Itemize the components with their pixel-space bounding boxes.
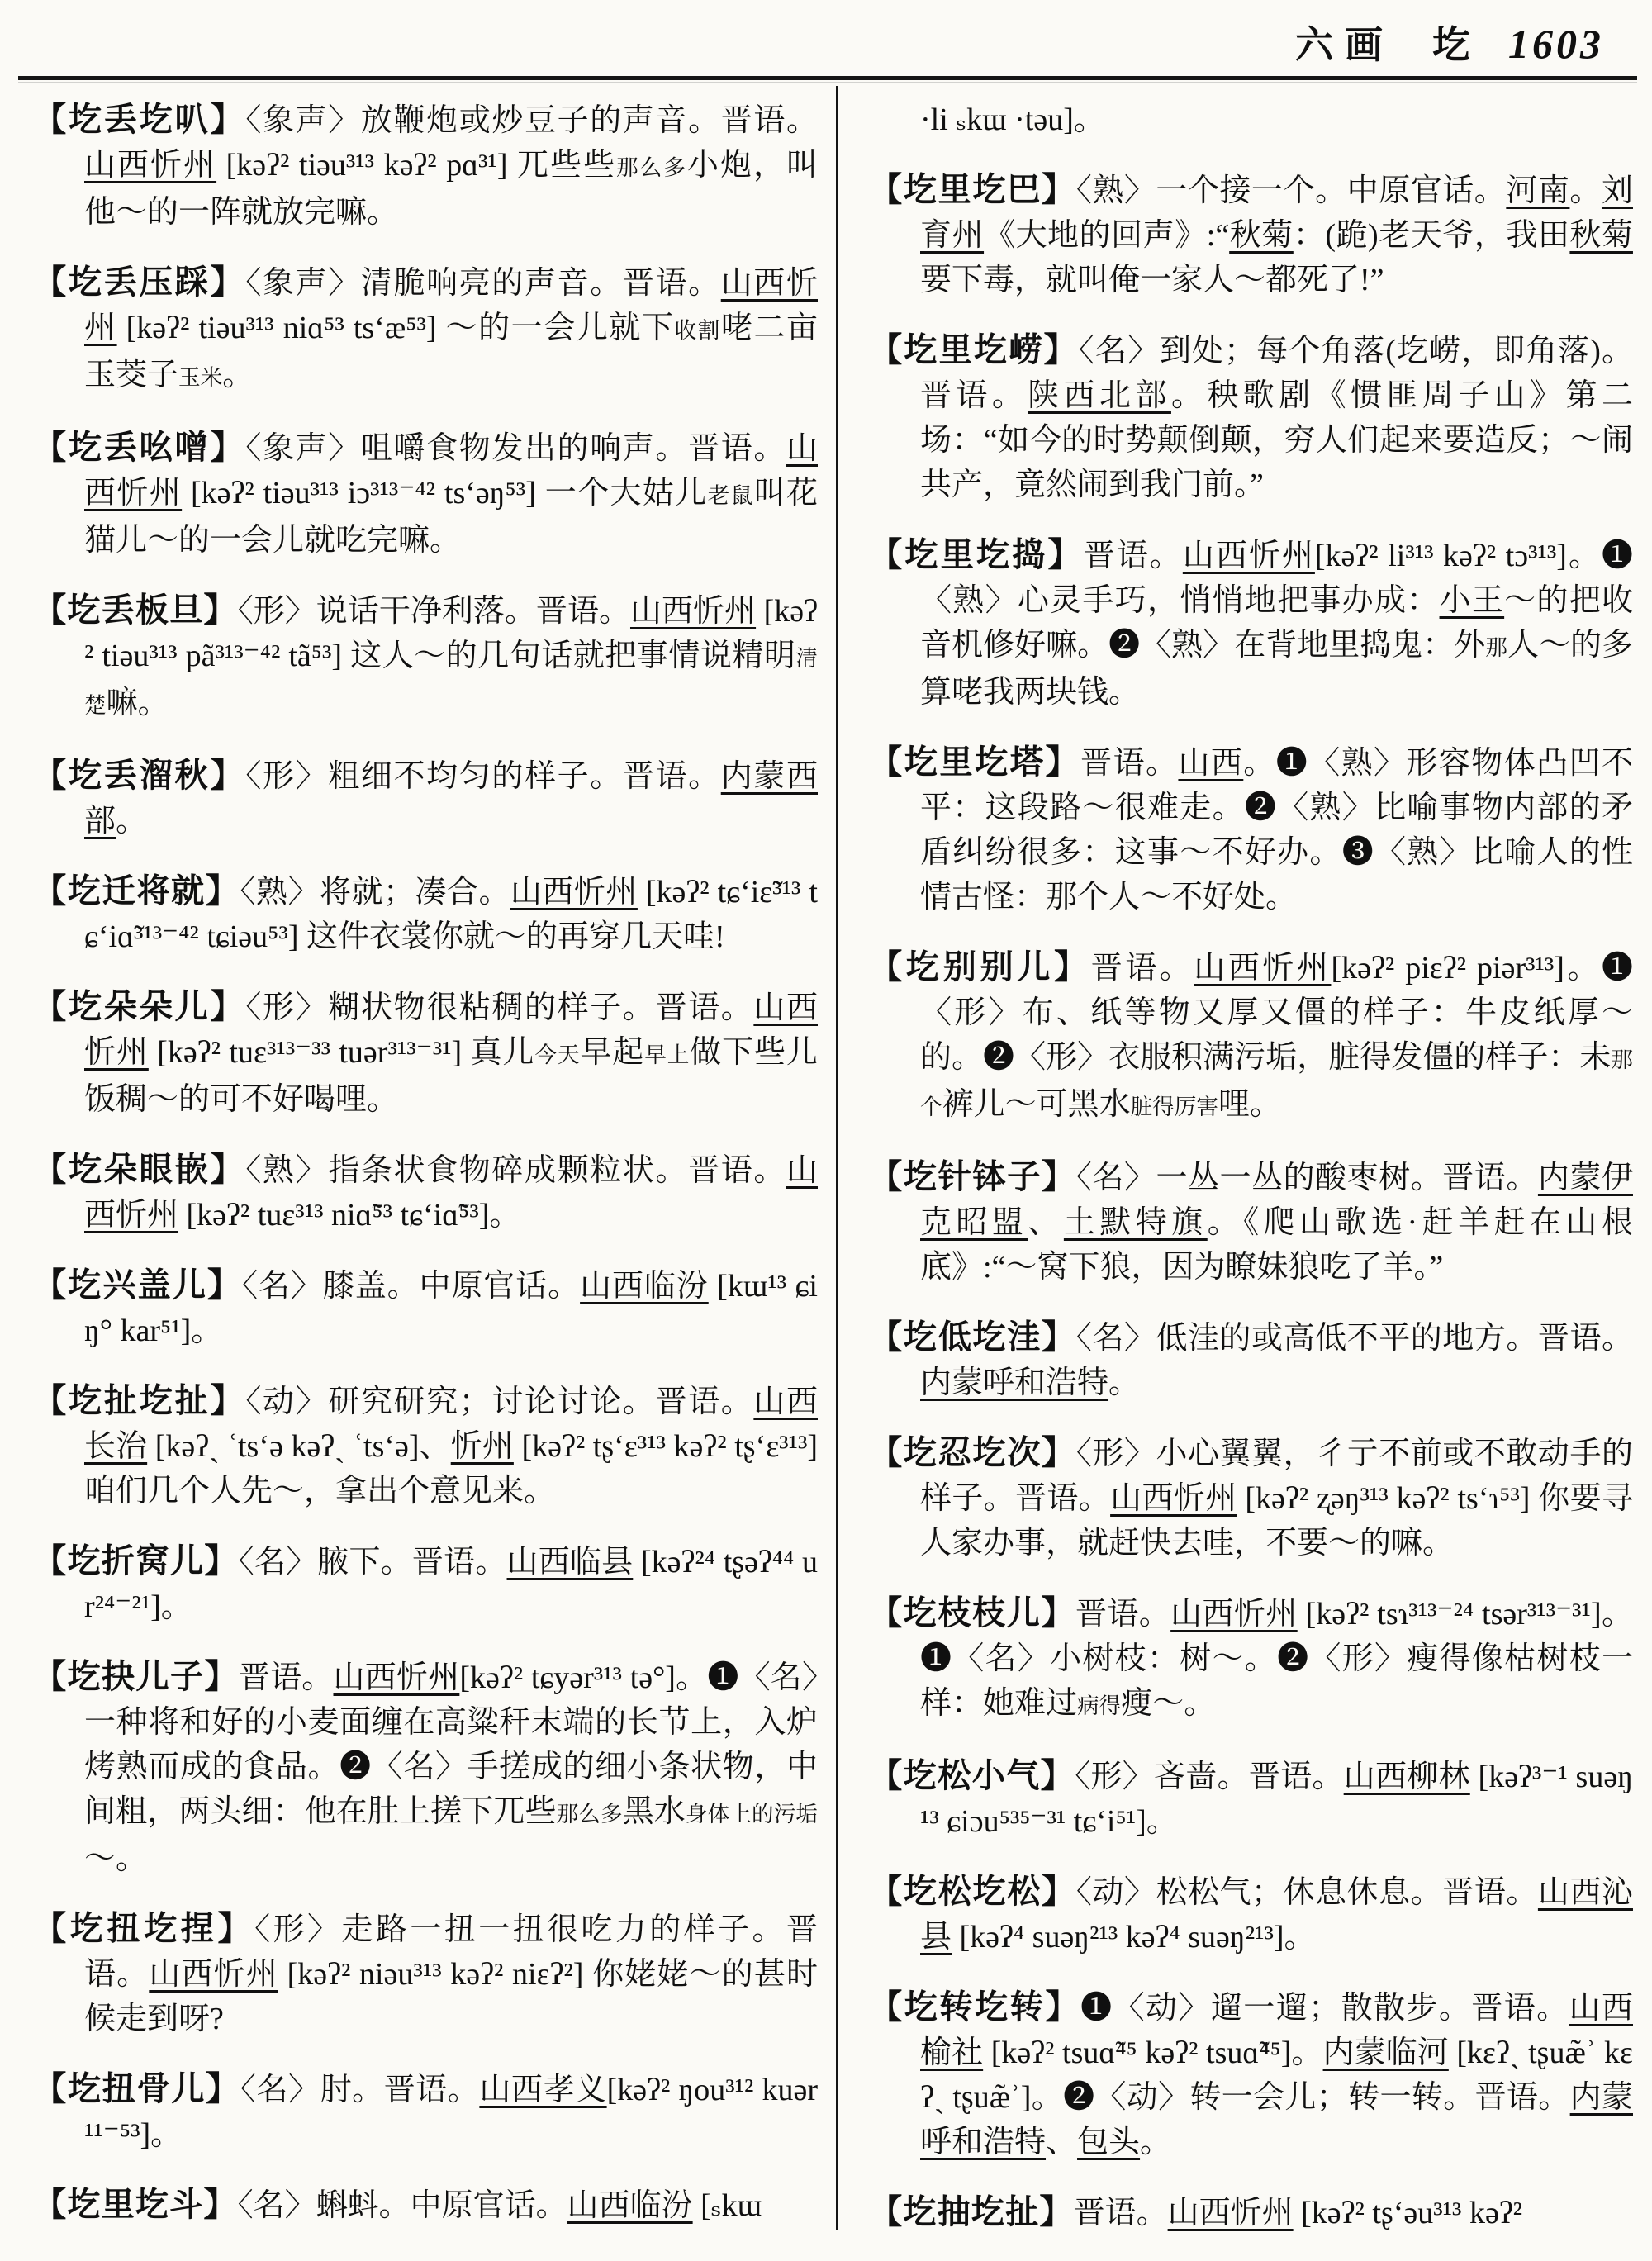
definition-text: 。 [1108, 1366, 1141, 1400]
definition-text: ·li ₛkɯ ·təu]。 [920, 102, 1105, 137]
dict-entry [33, 588, 818, 728]
definition-text: 咾二亩玉茭子 [84, 311, 818, 392]
definition-text: [kəʔ² li³¹³ kəʔ² tɔ³¹³]。❶〈熟〉心灵手巧，悄悄地把事办成： [920, 539, 1633, 618]
place-name: 山西忻州 [1110, 1481, 1237, 1516]
headword: 【圪丢溜秋】 [33, 757, 246, 794]
headword: 【圪朵眼嵌】 [33, 1151, 246, 1188]
definition-text: 小炮，叫他～的一阵就放完嘛。 [84, 148, 818, 230]
dict-entry [869, 1591, 1633, 1728]
header-rule [18, 76, 1637, 80]
headword: 【圪抽圪扯】 [869, 2193, 1074, 2230]
headword: 【圪扭骨儿】 [33, 2070, 240, 2107]
definition-text: [kəʔ² ŋou³¹² kuər¹¹⁻⁵³]。 [84, 2073, 818, 2152]
definition-text: 〈形〉走路一扭一扭很吃力的样子。晋语。 [84, 1912, 818, 1992]
dict-entry [869, 740, 1633, 919]
gloss-small: 早上 [644, 1043, 691, 1067]
definition-text: 瘦～。 [1121, 1686, 1216, 1721]
dict-entry [869, 1155, 1633, 1290]
definition-text: 〈形〉说话干净利落。晋语。 [237, 594, 630, 629]
dict-entry [33, 97, 818, 235]
definition-text: [kəʔ² tuɛ³¹³ niɑ̃⁵³ tɕʻiɑ̃⁵³]。 [178, 1198, 521, 1233]
headword: 【圪转圪转】 [869, 1988, 1081, 2026]
definition-text: [kəʔ² tuɛ³¹³⁻³³ tuər³¹³⁻³¹] 真儿 [148, 1035, 535, 1070]
place-name: 山西忻州 [84, 266, 818, 345]
place-name: 内蒙伊克昭盟 [920, 1161, 1633, 1240]
definition-text: [kəʔ² ʐəŋ³¹³ kəʔ² tsʻɿ⁵³] 你要寻人家办事，就赶快去哇，不要～的嘛。 [920, 1481, 1633, 1560]
dict-entry [33, 1907, 818, 2041]
dict-entry [869, 945, 1633, 1129]
definition-text: 嘛。 [106, 686, 169, 720]
place-name: 山西忻州 [1194, 951, 1332, 986]
place-name: 山西临汾 [580, 1269, 709, 1304]
definition-text: 〈象声〉放鞭炮或炒豆子的声音。晋语。 [245, 103, 818, 138]
definition-text: 〈熟〉一个接一个。中原官话。 [1075, 173, 1507, 208]
definition-text: 。秧歌剧《惯匪周子山》第二场：“如今的时势颠倒颠，穷人们起来要造反；～闹共产，竟然闹到我门前。” [920, 378, 1633, 502]
place-name: 山西忻州 [510, 875, 638, 910]
definition-text: 、 [1028, 1205, 1064, 1240]
page-header [0, 15, 1604, 73]
headword: 【圪里圪崂】 [869, 331, 1079, 368]
place-name: 山西孝义 [479, 2073, 607, 2107]
definition-text: 晋语。 [1075, 1597, 1171, 1632]
headword: 【圪迁将就】 [33, 872, 240, 910]
definition-text: ～。 [84, 1841, 148, 1876]
headword: 【圪松圪松】 [869, 1873, 1076, 1910]
place-name: 内蒙西部 [84, 759, 818, 838]
definition-text: 《大地的回声》:“ [984, 218, 1230, 253]
dict-entry [33, 2067, 818, 2157]
definition-text: [kəʔ² tʂʻɛ³¹³ kəʔ² tʂʻɛ³¹³] 咱们几个人先～，拿出个意见来。 [84, 1429, 818, 1508]
definition-text: 〈象声〉咀嚼食物发出的响声。晋语。 [245, 431, 786, 466]
definition-text: [kəʔˏ ʿtsʻə kəʔˏ ʿtsʻə]、 [147, 1429, 451, 1464]
headword: 【圪忍圪次】 [869, 1434, 1076, 1471]
dict-entry [33, 260, 818, 400]
definition-text: 〈形〉粗细不均匀的样子。晋语。 [245, 759, 721, 794]
gloss-small: 收割 [674, 318, 721, 343]
definition-text: [kəʔ³⁻¹ suəŋ¹³ ɕiɔu⁵³⁵⁻³¹ tɕʻi⁵¹]。 [920, 1760, 1633, 1839]
definition-text: 。《爬山歌选·赶羊赶在山根底》:“～窝下狼，因为瞭妹狼吃了羊。” [920, 1205, 1633, 1285]
dict-entry [869, 328, 1633, 507]
dict-entry [869, 1869, 1633, 1959]
place-name: 忻州 [450, 1429, 514, 1464]
gloss-small: 玉米 [178, 365, 223, 390]
definition-text: 。 [116, 804, 148, 838]
definition-text: [kəʔ² tiəu³¹³ iɔ³¹³⁻⁴² tsʻəŋ⁵³] 一个大姑儿 [182, 476, 708, 511]
definition-text: 〈名〉一丛一丛的酸枣树。晋语。 [1075, 1161, 1538, 1195]
gloss-small: 那么多 [556, 1802, 623, 1826]
definition-text: 〈动〉研究研究；讨论讨论。晋语。 [245, 1385, 754, 1419]
definition-text: [kəʔ² tsuɑ̃⁴⁵ kəʔ² tsuɑ̃⁴⁵]。 [983, 2035, 1323, 2070]
definition-text: [kəʔ² tiəu³¹³ pã³¹³⁻⁴² tã⁵³] 这人～的几句话就把事情说精明 [84, 594, 818, 673]
definition-text: 。 [222, 358, 254, 392]
definition-text: 〈名〉膝盖。中原官话。 [242, 1269, 581, 1304]
gloss-small: 病得 [1077, 1693, 1122, 1718]
place-name: 山西忻州 [1167, 2196, 1294, 2230]
headword: 【圪松小气】 [869, 1757, 1075, 1794]
definition-text: 黑水 [622, 1794, 686, 1829]
headword: 【圪里圪捣】 [869, 536, 1084, 573]
place-name: 山西忻州 [84, 148, 217, 183]
definition-text: 要下毒，就叫俺一家人～都死了!” [920, 263, 1384, 297]
place-name: 山西忻州 [333, 1660, 460, 1695]
dict-entry [33, 1655, 818, 1881]
place-name: 山西长治 [84, 1385, 818, 1464]
definition-text: 叫花猫儿～的一会儿就吃完嘛。 [84, 476, 818, 558]
definition-text: 。 [1569, 173, 1602, 208]
dict-entry [869, 1985, 1633, 2164]
dict-entry [33, 425, 818, 563]
place-name: 秋菊 [1569, 218, 1633, 253]
section-label: 六画 [1295, 24, 1394, 66]
headword: 【圪针钵子】 [869, 1158, 1076, 1195]
dict-entry [33, 1379, 818, 1513]
place-name: 山西临汾 [567, 2188, 693, 2223]
gloss-small: 脏得厉害 [1130, 1095, 1218, 1119]
headword: 【圪丢圪叭】 [33, 101, 246, 138]
definition-text: 裤儿～可黑水 [942, 1087, 1131, 1122]
headword: 【圪低圪洼】 [869, 1318, 1076, 1356]
definition-text: 、 [1046, 2125, 1078, 2159]
definition-text: [kəʔ² tʂʻəu³¹³ kəʔ² [1293, 2196, 1523, 2230]
entry-continuation [869, 97, 1633, 142]
place-name: 山西忻州 [149, 1957, 278, 1992]
place-name: 河南 [1506, 173, 1570, 208]
gloss-small: 清楚 [84, 646, 818, 718]
definition-text: 晋语。 [238, 1660, 334, 1695]
place-name: 刘育州 [920, 173, 1633, 253]
definition-text: 〈名〉蝌蚪。中原官话。 [237, 2188, 567, 2223]
definition-text: 晋语。 [1080, 746, 1179, 781]
dict-entry [869, 2190, 1633, 2235]
dict-entry [33, 1539, 818, 1629]
headword: 【圪扯圪扯】 [33, 1382, 246, 1419]
definition-text: 〈名〉腋下。晋语。 [238, 1545, 507, 1579]
place-name: 山西柳林 [1343, 1760, 1470, 1794]
headword: 【圪抉儿子】 [33, 1658, 239, 1695]
gloss-small: 那个 [920, 1047, 1633, 1119]
gloss-small: 老鼠 [707, 483, 754, 508]
dict-entry [33, 869, 818, 959]
definition-text: 〈形〉吝啬。晋语。 [1075, 1760, 1344, 1794]
definition-text: [ₛkɯ [692, 2188, 762, 2223]
definition-text: 〈象声〉清脆响亮的声音。晋语。 [245, 266, 721, 301]
place-name: 内蒙呼和浩特 [920, 1366, 1109, 1400]
definition-text: 〈熟〉将就；凑合。 [240, 875, 510, 910]
headword: 【圪里圪巴】 [869, 171, 1076, 208]
definition-text: [kəʔ² tiəu³¹³ niɑ⁵³ tsʻæ⁵³] ～的一会儿就下 [116, 311, 675, 345]
gloss-small: 那么多 [616, 155, 687, 180]
place-name: 山西榆社 [920, 1991, 1633, 2070]
definition-text: 。 [1140, 2125, 1172, 2159]
gloss-small: 身体上的污垢 [685, 1802, 818, 1826]
place-name: 山西沁县 [920, 1875, 1633, 1955]
dict-entry [869, 168, 1633, 302]
definition-text: 做下些儿饭稠～的可不好喝哩。 [84, 1035, 818, 1117]
headword: 【圪折窝儿】 [33, 1542, 239, 1579]
gloss-small: 那 [1485, 635, 1507, 660]
definition-text: 早起 [580, 1035, 645, 1070]
definition-text: 〈形〉小心翼翼，彳亍不前或不敢动手的样子。晋语。 [920, 1437, 1633, 1516]
definition-text: ❶〈动〉遛一遛；散散步。晋语。 [1080, 1991, 1569, 2026]
dict-entry [33, 753, 818, 843]
place-name: 土默特旗 [1063, 1205, 1208, 1240]
place-name: 小王 [1439, 583, 1505, 618]
definition-text: [kəʔ⁴ suəŋ²¹³ kəʔ⁴ suəŋ²¹³]。 [952, 1920, 1316, 1955]
dict-entry [869, 533, 1633, 715]
right-column [869, 97, 1633, 2261]
dict-entry [869, 1315, 1633, 1405]
place-name: 秋菊 [1229, 218, 1294, 253]
definition-text: ～的把收音机修好嘛。❷〈熟〉在背地里捣鬼：外 [920, 583, 1633, 663]
definition-text: 人～的多算咾我两块钱。 [920, 628, 1633, 710]
dict-entry [33, 985, 818, 1122]
definition-text: [kəʔ² tɕyər³¹³ tə°]。❶〈名〉一种将和好的小麦面缠在高粱秆末端的长节上，入炉烤熟而成的食品。❷〈名〉手搓成的细小条状物，中间粗，两头细：他在肚上搓下兀些 [84, 1660, 818, 1829]
place-name: 包头 [1077, 2125, 1141, 2159]
definition-text: [kəʔ²⁴ tʂəʔ⁴⁴ ur²⁴⁻²¹]。 [84, 1545, 818, 1624]
definition-text: [kəʔ² tsɿ³¹³⁻²⁴ tsər³¹³⁻³¹]。❶〈名〉小树枝：树～。❷〈形〉瘦得像枯树枝一样：她难过 [920, 1597, 1633, 1721]
place-name: 山西临县 [506, 1545, 634, 1579]
place-name: 山西忻州 [1182, 539, 1315, 573]
place-name: 山西忻州 [629, 594, 757, 629]
headword: 【圪扭圪捏】 [33, 1910, 255, 1947]
headword: 【圪朵朵儿】 [33, 988, 246, 1025]
place-name: 内蒙临河 [1322, 2035, 1449, 2070]
place-name: 山西忻州 [84, 1153, 818, 1233]
headword: 【圪丢吆噌】 [33, 429, 246, 466]
definition-text: 晋语。 [1083, 539, 1183, 573]
definition-text: [kɯ¹³ ɕiŋ° kar⁵¹]。 [84, 1269, 818, 1348]
definition-text: 哩。 [1218, 1087, 1281, 1122]
headword: 【圪丢板旦】 [33, 591, 238, 629]
definition-text: ：(跪)老天爷，我田 [1293, 218, 1570, 253]
definition-text: 〈名〉到处；每个角落(圪崂，即角落)。晋语。 [920, 334, 1634, 413]
headword: 【圪枝枝儿】 [869, 1594, 1075, 1632]
radical-label: 圪 [1432, 24, 1470, 66]
dict-entry [33, 2183, 818, 2228]
headword: 【圪里圪塔】 [869, 743, 1081, 781]
definition-text: [kəʔ² tiəu³¹³ kəʔ² pɑ³¹] 兀些些 [216, 148, 617, 183]
place-name: 山西忻州 [1170, 1597, 1298, 1632]
definition-text: [kəʔ² tɕʻiɛ̃³¹³ tɕʻiɑ̃³¹³⁻⁴² tɕiəu⁵³] 这件衣裳你就～的再穿几天哇! [84, 875, 818, 954]
definition-text: 〈名〉低洼的或高低不平的地方。晋语。 [1075, 1321, 1633, 1356]
headword: 【圪里圪斗】 [33, 2186, 238, 2223]
page-number: 1603 [1508, 21, 1604, 67]
definition-text: 。❶〈熟〉形容物体凸凹不平：这段路～很难走。❷〈熟〉比喻事物内部的矛盾纠纷很多：这事～不好办。❸〈熟〉比喻人的性情古怪：那个人～不好处。 [920, 746, 1633, 914]
gloss-small: 今天 [534, 1043, 581, 1067]
column-divider [836, 86, 838, 2230]
place-name: 山西 [1178, 746, 1244, 781]
definition-text: 〈动〉松松气；休息休息。晋语。 [1075, 1875, 1538, 1910]
place-name: 陕西北部 [1028, 378, 1171, 413]
definition-text: [kəʔ² niəu³¹³ kəʔ² niɛʔ²] 你姥姥～的甚时候走到呀? [84, 1957, 818, 2036]
place-name: 山西忻州 [84, 431, 818, 511]
headword: 【圪别别儿】 [869, 948, 1091, 986]
place-name: 山西忻州 [84, 990, 818, 1070]
definition-text: 晋语。 [1090, 951, 1194, 986]
place-name: 内蒙呼和浩特 [920, 2080, 1633, 2159]
definition-text: 晋语。 [1073, 2196, 1168, 2230]
definition-text: 〈名〉肘。晋语。 [240, 2073, 480, 2107]
dict-entry [869, 1754, 1633, 1844]
definition-text: [kəʔ² piɛʔ² piər³¹³]。❶〈形〉布、纸等物又厚又僵的样子：牛皮纸厚～的。❷〈形〉衣服积满污垢，脏得发僵的样子：未 [920, 951, 1633, 1075]
headword: 【圪丢压踩】 [33, 264, 246, 301]
left-column [33, 97, 818, 2254]
dict-entry [33, 1263, 818, 1353]
dict-entry [869, 1431, 1633, 1565]
definition-text: 〈形〉糊状物很粘稠的样子。晋语。 [245, 990, 754, 1025]
dict-entry [33, 1147, 818, 1237]
definition-text: [kɛʔˏ tʂuæ̃ʾ kɛʔˏ tʂuæ̃ʾ]。❷〈动〉转一会儿；转一转。晋语。 [920, 2035, 1633, 2115]
definition-text: 〈熟〉指条状食物碎成颗粒状。晋语。 [245, 1153, 786, 1188]
headword: 【圪兴盖儿】 [33, 1266, 243, 1304]
